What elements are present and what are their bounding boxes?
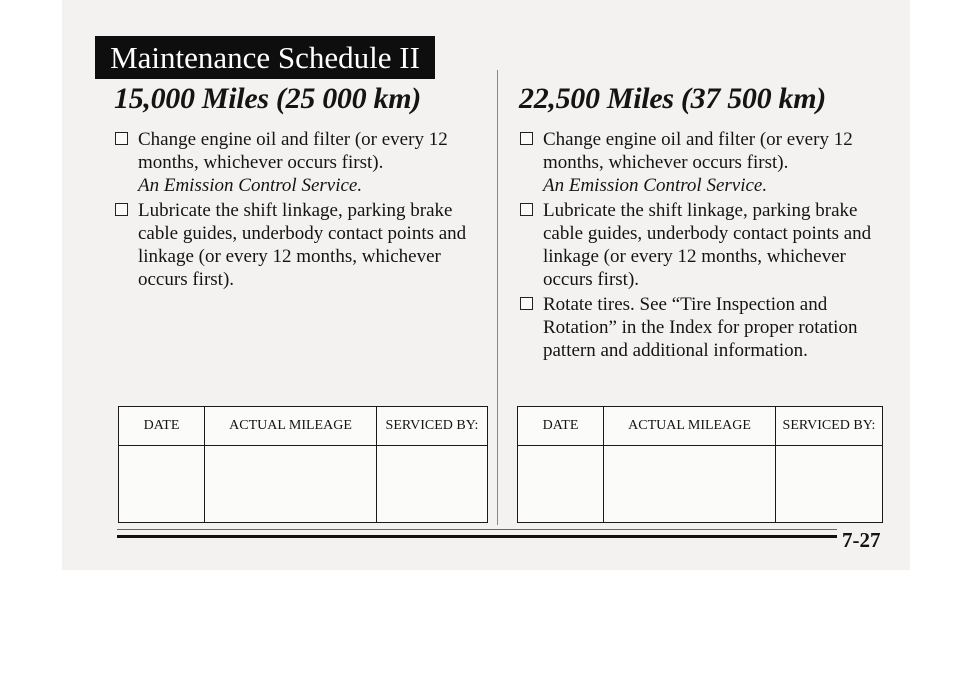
section-heading: 22,500 Miles (37 500 km)	[519, 82, 826, 115]
section-15000-miles	[114, 78, 486, 293]
item-note: An Emission Control Service.	[543, 175, 768, 196]
item-note: An Emission Control Service.	[138, 175, 363, 196]
serviced-by-header: SERVICED BY:	[377, 407, 488, 446]
footer-rule-thin	[117, 529, 837, 530]
item-text: Lubricate the shift linkage, parking brake cable guides, underbody contact points and linkage (or every 12 months, whichever occurs first).	[543, 200, 872, 290]
checklist	[519, 128, 889, 362]
checkbox-icon[interactable]	[115, 132, 128, 145]
actual-mileage-cell[interactable]	[604, 446, 776, 523]
date-header: DATE	[518, 407, 604, 446]
item-text: Change engine oil and filter (or every 12 months, whichever occurs first).	[138, 129, 448, 173]
service-record-table	[118, 406, 488, 523]
date-cell[interactable]	[119, 446, 205, 523]
footer-rule-thick	[117, 535, 837, 538]
checklist-item	[519, 199, 889, 291]
actual-mileage-header: ACTUAL MILEAGE	[205, 407, 377, 446]
item-text: Change engine oil and filter (or every 12 months, whichever occurs first).	[543, 129, 853, 173]
actual-mileage-header: ACTUAL MILEAGE	[604, 407, 776, 446]
serviced-by-header: SERVICED BY:	[776, 407, 883, 446]
checkbox-icon[interactable]	[520, 297, 533, 310]
item-text: Lubricate the shift linkage, parking brake cable guides, underbody contact points and linkage (or every 12 months, whichever occurs first).	[138, 200, 467, 290]
date-header: DATE	[119, 407, 205, 446]
section-22500-miles	[519, 78, 889, 364]
page-banner: Maintenance Schedule II	[95, 36, 435, 79]
item-text: Rotate tires. See “Tire Inspection and Rotation” in the Index for proper rotation pattern and additional information.	[543, 294, 858, 361]
checkbox-icon[interactable]	[520, 203, 533, 216]
checkbox-icon[interactable]	[115, 203, 128, 216]
table-header-row	[518, 407, 883, 446]
checklist-item	[519, 128, 889, 197]
section-heading: 15,000 Miles (25 000 km)	[114, 82, 421, 115]
service-record-table	[517, 406, 883, 523]
serviced-by-cell[interactable]	[377, 446, 488, 523]
table-row	[119, 446, 488, 523]
serviced-by-cell[interactable]	[776, 446, 883, 523]
checkbox-icon[interactable]	[520, 132, 533, 145]
checklist-item	[114, 128, 486, 197]
table-header-row	[119, 407, 488, 446]
date-cell[interactable]	[518, 446, 604, 523]
table-row	[518, 446, 883, 523]
actual-mileage-cell[interactable]	[205, 446, 377, 523]
column-divider	[497, 70, 498, 525]
checklist	[114, 128, 486, 291]
checklist-item	[114, 199, 486, 291]
page-number: 7-27	[842, 528, 881, 552]
checklist-item	[519, 293, 889, 362]
